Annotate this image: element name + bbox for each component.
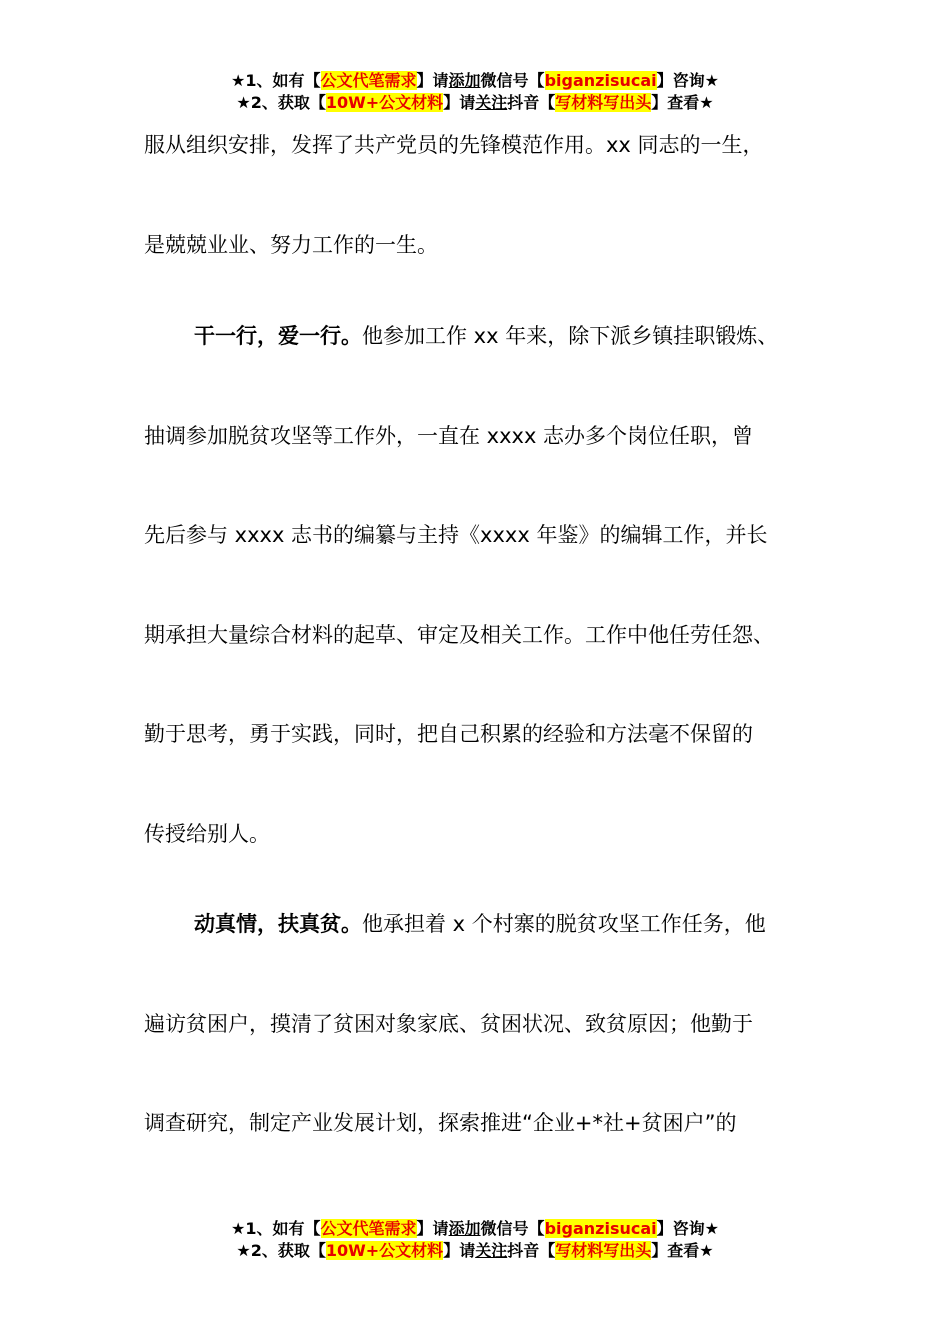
star-icon: ★	[699, 93, 714, 112]
star-icon: ★	[236, 93, 251, 112]
underlined-text: 关注	[475, 1241, 508, 1260]
star-icon: ★	[699, 1241, 714, 1260]
highlight-text: biganzisucai	[544, 1219, 657, 1238]
body-line: 服从组织安排，发挥了共产党员的先锋模范作用。xx 同志的一生，	[144, 133, 764, 157]
body-text: 他承担着 x 个村寨的脱贫攻坚工作任务，他	[362, 912, 766, 936]
banner-text: 2、获取【	[250, 93, 326, 112]
paragraph-line	[194, 909, 766, 939]
paragraph-lead: 动真情，扶真贫。	[194, 912, 362, 936]
star-icon: ★	[231, 1219, 246, 1238]
banner-text: 】请	[416, 1219, 449, 1238]
star-icon: ★	[704, 1219, 719, 1238]
banner-text: 抖音【	[507, 93, 556, 112]
banner-line-1	[0, 70, 950, 92]
body-line: 先后参与 xxxx 志书的编纂与主持《xxxx 年鉴》的编辑工作，并长	[144, 523, 768, 547]
banner-text: 微信号【	[480, 71, 545, 90]
highlight-text: 写材料写出头	[555, 93, 652, 112]
banner-text: 1、如有【	[245, 71, 321, 90]
banner-text: 】查看	[651, 93, 700, 112]
banner-text: 微信号【	[480, 1219, 545, 1238]
body-line: 遍访贫困户，摸清了贫困对象家底、贫困状况、致贫原因；他勤于	[144, 1012, 753, 1036]
underlined-text: 关注	[475, 93, 508, 112]
star-icon: ★	[236, 1241, 251, 1260]
underlined-text: 添加	[448, 1219, 481, 1238]
banner-text: 】查看	[651, 1241, 700, 1260]
banner-line-2	[0, 1240, 950, 1262]
header-banner	[0, 70, 950, 114]
body-line: 调查研究，制定产业发展计划，探索推进“企业+*社+贫困户”的	[144, 1111, 737, 1135]
banner-text: 】请	[416, 71, 449, 90]
banner-text: 2、获取【	[250, 1241, 326, 1260]
paragraph-line	[194, 321, 778, 351]
banner-text: 】请	[443, 93, 476, 112]
highlight-text: 10W+公文材料	[325, 1241, 444, 1260]
star-icon: ★	[231, 71, 246, 90]
body-line: 抽调参加脱贫攻坚等工作外，一直在 xxxx 志办多个岗位任职，曾	[144, 424, 754, 448]
banner-text: 1、如有【	[245, 1219, 321, 1238]
body-line: 是兢兢业业、努力工作的一生。	[144, 233, 438, 257]
footer-banner	[0, 1218, 950, 1262]
banner-text: 】请	[443, 1241, 476, 1260]
body-line: 勤于思考，勇于实践，同时，把自己积累的经验和方法毫不保留的	[144, 722, 753, 746]
highlight-text: 写材料写出头	[555, 1241, 652, 1260]
banner-text: 】咨询	[656, 1219, 705, 1238]
highlight-text: 公文代笔需求	[320, 1219, 417, 1238]
banner-text: 抖音【	[507, 1241, 556, 1260]
banner-line-1	[0, 1218, 950, 1240]
underlined-text: 添加	[448, 71, 481, 90]
highlight-text: biganzisucai	[544, 71, 657, 90]
star-icon: ★	[704, 71, 719, 90]
highlight-text: 10W+公文材料	[325, 93, 444, 112]
banner-line-2	[0, 92, 950, 114]
body-line: 期承担大量综合材料的起草、审定及相关工作。工作中他任劳任怨、	[144, 623, 774, 647]
body-line: 传授给别人。	[144, 822, 270, 846]
banner-text: 】咨询	[656, 71, 705, 90]
paragraph-lead: 干一行，爱一行。	[194, 324, 362, 348]
highlight-text: 公文代笔需求	[320, 71, 417, 90]
body-text: 他参加工作 xx 年来，除下派乡镇挂职锻炼、	[362, 324, 779, 348]
